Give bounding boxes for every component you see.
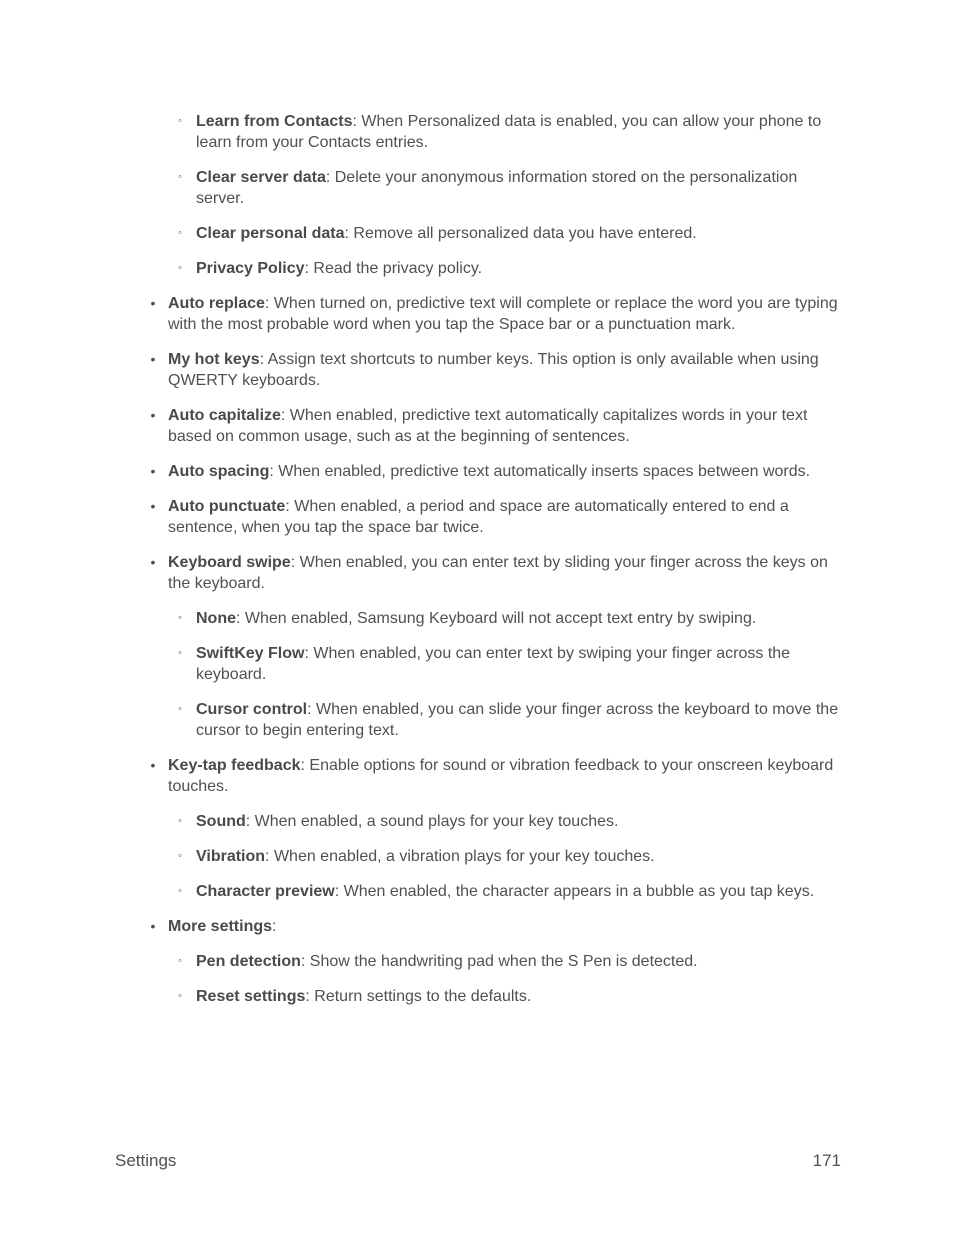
item-description: : Read the privacy policy. [304, 260, 483, 277]
list-item-clear-personal-data [178, 223, 840, 244]
hollow-bullet-icon: ◦ [178, 990, 182, 1002]
item-term: Character preview [196, 883, 335, 900]
item-description: : When enabled, Samsung Keyboard will not accept text entry by swiping. [236, 610, 757, 627]
item-description: : When enabled, a vibration plays for your key touches. [265, 848, 655, 865]
item-term: Clear personal data [196, 225, 345, 242]
item-term: None [196, 610, 236, 627]
list-item-clear-server-data [178, 167, 840, 209]
list-item-my-hot-keys [150, 349, 840, 391]
item-term: Pen detection [196, 953, 301, 970]
solid-bullet-icon: • [150, 498, 156, 514]
item-description: : When enabled, the character appears in a bubble as you tap keys. [334, 883, 815, 900]
settings-list [0, 111, 954, 1021]
hollow-bullet-icon: ◦ [178, 850, 182, 862]
item-description: : When enabled, you can enter text by swiping your finger across the keyboard. [196, 645, 791, 683]
item-term: Learn from Contacts [196, 113, 353, 130]
hollow-bullet-icon: ◦ [178, 612, 182, 624]
solid-bullet-icon: • [150, 295, 156, 311]
list-item-learn-from-contacts [178, 111, 840, 153]
hollow-bullet-icon: ◦ [178, 647, 182, 659]
item-term: Reset settings [196, 988, 306, 1005]
item-description: : When enabled, predictive text automatically inserts spaces between words. [269, 463, 811, 480]
item-term: Key-tap feedback [168, 757, 301, 774]
item-term: SwiftKey Flow [196, 645, 305, 662]
item-term: Keyboard swipe [168, 554, 291, 571]
item-description: : When enabled, you can enter text by sliding your finger across the keys on the keyboard. [168, 554, 828, 592]
item-description: : Delete your anonymous information stored on the personalization server. [196, 169, 798, 207]
item-description: : Show the handwriting pad when the S Pen is detected. [300, 953, 698, 970]
item-term: Auto spacing [168, 463, 270, 480]
item-description: : When enabled, you can slide your finger across the keyboard to move the cursor to begin entering text. [196, 701, 839, 739]
item-term: Auto punctuate [168, 498, 286, 515]
item-description: : When turned on, predictive text will complete or replace the word you are typing with the most probable word when you tap the Space bar or a punctuation mark. [168, 295, 838, 333]
solid-bullet-icon: • [150, 351, 156, 367]
solid-bullet-icon: • [150, 554, 156, 570]
hollow-bullet-icon: ◦ [178, 955, 182, 967]
list-item-swiftkey-flow [178, 643, 840, 685]
hollow-bullet-icon: ◦ [178, 885, 182, 897]
item-description: : Remove all personalized data you have entered. [344, 225, 697, 242]
item-description: : When enabled, a period and space are automatically entered to end a sentence, when you tap the space bar twice. [168, 498, 789, 536]
item-description: : [272, 918, 277, 935]
item-description: : Enable options for sound or vibration feedback to your onscreen keyboard touches. [168, 757, 834, 795]
hollow-bullet-icon: ◦ [178, 262, 182, 274]
item-term: Sound [196, 813, 246, 830]
list-item-auto-replace [150, 293, 840, 335]
item-term: More settings [168, 918, 273, 935]
list-item-pen-detection [178, 951, 840, 972]
item-description: : When Personalized data is enabled, you can allow your phone to learn from your Contacts entries. [196, 113, 822, 151]
item-term: Clear server data [196, 169, 326, 186]
list-item-reset-settings [178, 986, 840, 1007]
hollow-bullet-icon: ◦ [178, 227, 182, 239]
hollow-bullet-icon: ◦ [178, 703, 182, 715]
solid-bullet-icon: • [150, 407, 156, 423]
hollow-bullet-icon: ◦ [178, 815, 182, 827]
item-term: Cursor control [196, 701, 308, 718]
item-description: : Assign text shortcuts to number keys. This option is only available when using QWERTY keyboards. [168, 351, 819, 389]
solid-bullet-icon: • [150, 757, 156, 773]
hollow-bullet-icon: ◦ [178, 171, 182, 183]
item-description: : Return settings to the defaults. [305, 988, 532, 1005]
item-description: : When enabled, a sound plays for your key touches. [245, 813, 619, 830]
solid-bullet-icon: • [150, 463, 156, 479]
solid-bullet-icon: • [150, 918, 156, 934]
list-item-keyboard-swipe [150, 552, 840, 594]
list-item-auto-spacing [150, 461, 840, 482]
list-item-more-settings [150, 916, 840, 937]
footer-section-title: Settings [115, 1151, 177, 1170]
item-term: Auto capitalize [168, 407, 281, 424]
list-item-cursor-control [178, 699, 840, 741]
list-item-character-preview [178, 881, 840, 902]
list-item-vibration [178, 846, 840, 867]
list-item-privacy-policy [178, 258, 840, 279]
list-item-none [178, 608, 840, 629]
item-term: Privacy Policy [196, 260, 305, 277]
list-item-key-tap-feedback [150, 755, 840, 797]
hollow-bullet-icon: ◦ [178, 115, 182, 127]
list-item-auto-capitalize [150, 405, 840, 447]
list-item-auto-punctuate [150, 496, 840, 538]
item-term: Vibration [196, 848, 266, 865]
footer-page-number: 171 [812, 1151, 841, 1170]
item-description: : When enabled, predictive text automatically capitalizes words in your text based on common usage, such as at the beginning of sentences. [168, 407, 808, 445]
item-term: Auto replace [168, 295, 265, 312]
item-term: My hot keys [168, 351, 260, 368]
list-item-sound [178, 811, 840, 832]
